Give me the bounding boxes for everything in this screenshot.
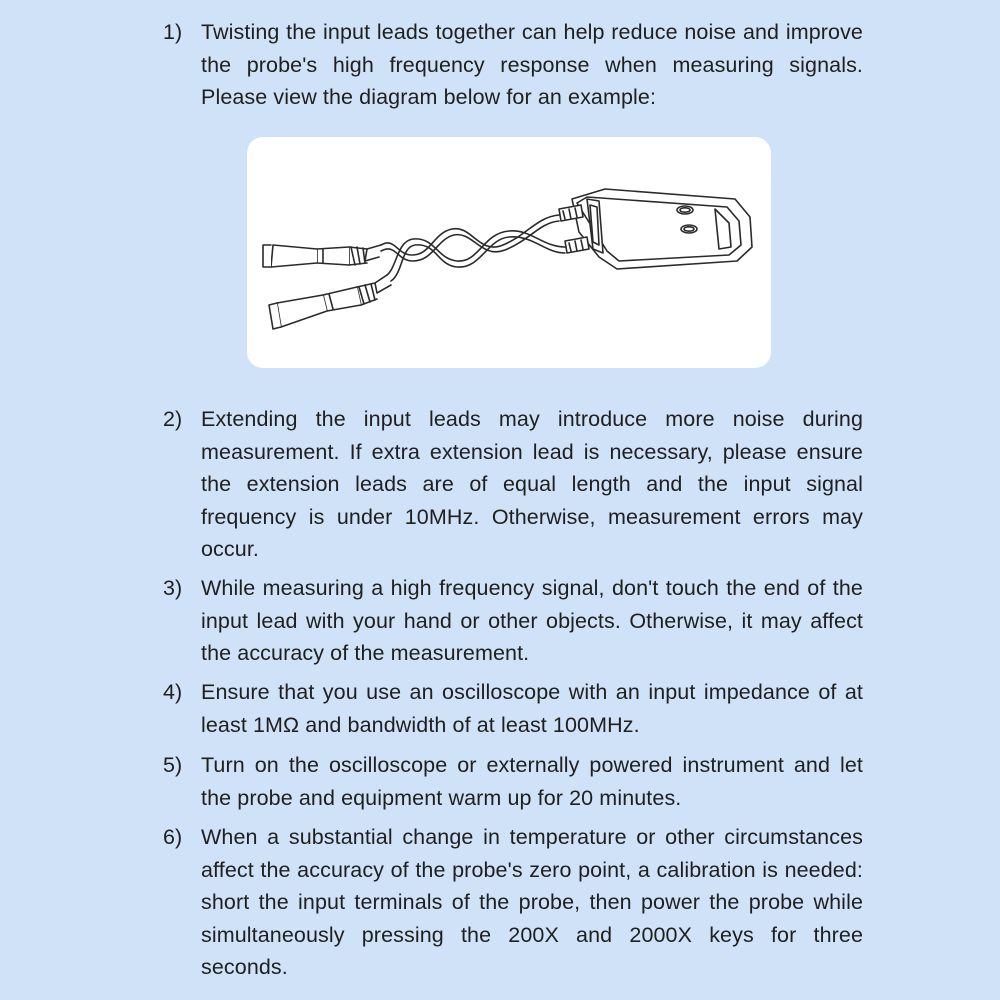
instruction-item-2 xyxy=(163,403,863,566)
instruction-number: 3) xyxy=(163,576,183,600)
instruction-number: 2) xyxy=(163,407,183,431)
instruction-item-3 xyxy=(163,572,863,670)
instruction-text: While measuring a high frequency signal, don't touch the end of the input lead with your hand or other objects. Otherwise, it may affect the accuracy of the measurement. xyxy=(201,576,863,666)
instruction-number: 5) xyxy=(163,753,183,777)
instruction-text: Extending the input leads may introduce more noise during measurement. If extra extension lead is necessary, please ensure the extension leads are of equal length and the input signal frequency is under 10MHz. Otherwise, measurement errors may occur. xyxy=(201,407,863,562)
instruction-item-4 xyxy=(163,676,863,741)
instruction-item-6 xyxy=(163,821,863,984)
instruction-number: 4) xyxy=(163,680,183,704)
instruction-text: When a substantial change in temperature or other circumstances affect the accuracy of the probe's zero point, a calibration is needed: short the input terminals of the probe, then power the probe while simultaneously pressing the 200X and 2000X keys for three seconds. xyxy=(201,825,863,980)
instruction-number: 1) xyxy=(163,20,183,44)
instruction-item-1 xyxy=(163,16,863,114)
instruction-number: 6) xyxy=(163,825,183,849)
instruction-item-5 xyxy=(163,749,863,814)
instruction-text: Ensure that you use an oscilloscope with an input impedance of at least 1MΩ and bandwidth of at least 100MHz. xyxy=(201,680,863,737)
instruction-text: Turn on the oscilloscope or externally powered instrument and let the probe and equipment warm up for 20 minutes. xyxy=(201,753,863,810)
instruction-text: Twisting the input leads together can help reduce noise and improve the probe's high frequency response when measuring signals. Please view the diagram below for an example: xyxy=(201,20,863,110)
twisted-leads-diagram xyxy=(247,137,771,368)
probe-leads-icon xyxy=(247,137,771,368)
